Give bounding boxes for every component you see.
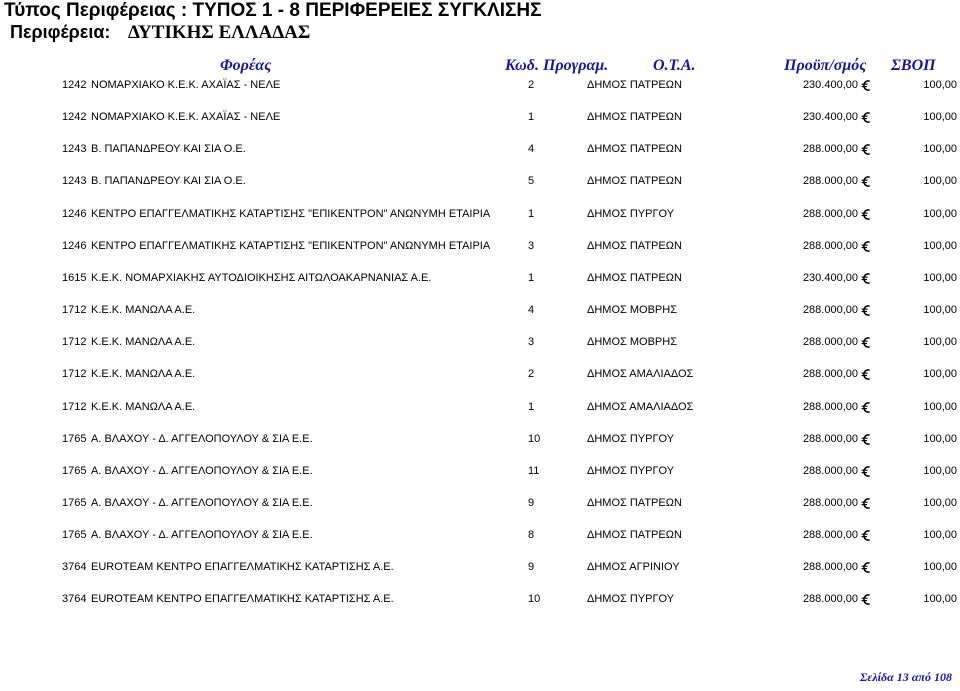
table-row xyxy=(0,77,960,97)
row-code: 1246 xyxy=(62,207,87,220)
row-code: 1765 xyxy=(62,464,87,477)
table-row xyxy=(0,591,960,611)
euro-icon xyxy=(861,240,871,253)
row-code: 1712 xyxy=(62,400,87,413)
euro-icon xyxy=(861,465,871,478)
row-amount: 288.000,00 xyxy=(802,593,858,606)
euro-icon xyxy=(861,336,871,349)
row-prog-code: 11 xyxy=(528,464,540,477)
row-amount: 288.000,00 xyxy=(802,464,858,477)
row-percent: 100,00 xyxy=(923,368,957,381)
table-row xyxy=(0,141,960,161)
row-amount: 230.400,00 xyxy=(802,79,858,91)
euro-icon xyxy=(861,208,871,221)
row-ota: ΔΗΜΟΣ ΠΑΤΡΕΩΝ xyxy=(587,175,682,188)
euro-icon xyxy=(861,304,871,317)
row-ota: ΔΗΜΟΣ ΠΑΤΡΕΩΝ xyxy=(587,496,682,509)
row-name: EUROTEAM ΚΕΝΤΡΟ ΕΠΑΓΓΕΛΜΑΤΙΚΗΣ ΚΑΤΑΡΤΙΣΗΣ Α.Ε. xyxy=(91,561,394,574)
col-header-budget: Προϋπ/σμός xyxy=(784,57,867,74)
row-amount: 288.000,00 xyxy=(802,143,858,156)
row-percent: 100,00 xyxy=(923,207,957,220)
row-percent: 100,00 xyxy=(923,561,957,574)
euro-icon xyxy=(861,433,871,446)
row-code: 1243 xyxy=(62,143,87,156)
row-amount: 288.000,00 xyxy=(802,175,858,188)
row-amount: 288.000,00 xyxy=(802,368,858,381)
row-code: 3764 xyxy=(62,561,87,574)
row-name: ΝΟΜΑΡΧΙΑΚΟ Κ.Ε.Κ. ΑΧΑΪΑΣ - ΝΕΛΕ xyxy=(91,111,281,124)
row-name: ΝΟΜΑΡΧΙΑΚΟ Κ.Ε.Κ. ΑΧΑΪΑΣ - ΝΕΛΕ xyxy=(91,79,281,91)
row-name: Α. ΒΛΑΧΟΥ - Δ. ΑΓΓΕΛΟΠΟΥΛΟΥ & ΣΙΑ Ε.Ε. xyxy=(91,464,313,477)
row-code: 1712 xyxy=(62,368,87,381)
row-amount: 288.000,00 xyxy=(802,304,858,316)
row-code: 1712 xyxy=(62,336,87,349)
row-prog-code: 1 xyxy=(528,207,535,220)
table-row xyxy=(0,399,960,419)
table-row xyxy=(0,206,960,226)
row-ota: ΔΗΜΟΣ ΠΥΡΓΟΥ xyxy=(587,432,675,445)
row-ota: ΔΗΜΟΣ ΠΑΤΡΕΩΝ xyxy=(587,239,682,252)
table-row xyxy=(0,238,960,258)
row-percent: 100,00 xyxy=(923,175,957,188)
row-name: Β. ΠΑΠΑΝΔΡΕΟΥ ΚΑΙ ΣΙΑ Ο.Ε. xyxy=(91,175,246,188)
row-amount: 288.000,00 xyxy=(802,561,858,574)
table-row xyxy=(0,527,960,547)
row-prog-code: 5 xyxy=(528,175,535,188)
row-percent: 100,00 xyxy=(923,464,957,477)
row-ota: ΔΗΜΟΣ ΜΟΒΡΗΣ xyxy=(587,304,678,316)
row-name: ΚΕΝΤΡΟ ΕΠΑΓΓΕΛΜΑΤΙΚΗΣ ΚΑΤΑΡΤΙΣΗΣ "ΕΠΙΚΕΝΤΡΟΝ" ΑΝΩΝΥΜΗ ΕΤΑΙΡΙΑ xyxy=(91,207,491,220)
row-percent: 100,00 xyxy=(923,143,957,156)
row-prog-code: 2 xyxy=(528,79,535,91)
row-code: 1615 xyxy=(62,271,87,284)
euro-icon xyxy=(861,272,871,285)
col-header-foreas: Φορέας xyxy=(220,57,272,74)
row-code: 1712 xyxy=(62,304,87,316)
table-row xyxy=(0,366,960,386)
euro-icon xyxy=(861,368,871,381)
row-amount: 288.000,00 xyxy=(802,400,858,413)
row-percent: 100,00 xyxy=(923,79,957,91)
row-prog-code: 2 xyxy=(528,368,535,381)
row-name: ΚΕΝΤΡΟ ΕΠΑΓΓΕΛΜΑΤΙΚΗΣ ΚΑΤΑΡΤΙΣΗΣ "ΕΠΙΚΕΝΤΡΟΝ" ΑΝΩΝΥΜΗ ΕΤΑΙΡΙΑ xyxy=(91,239,491,252)
row-percent: 100,00 xyxy=(923,304,957,316)
row-prog-code: 9 xyxy=(528,561,535,574)
table-row xyxy=(0,109,960,129)
row-ota: ΔΗΜΟΣ ΠΑΤΡΕΩΝ xyxy=(587,79,682,91)
row-percent: 100,00 xyxy=(923,271,957,284)
row-amount: 230.400,00 xyxy=(802,111,858,124)
table-row xyxy=(0,463,960,483)
row-ota: ΔΗΜΟΣ ΠΑΤΡΕΩΝ xyxy=(587,529,682,542)
euro-icon xyxy=(861,593,871,606)
row-amount: 288.000,00 xyxy=(802,239,858,252)
euro-icon xyxy=(861,401,871,414)
row-name: Β. ΠΑΠΑΝΔΡΕΟΥ ΚΑΙ ΣΙΑ Ο.Ε. xyxy=(91,143,246,156)
row-amount: 288.000,00 xyxy=(802,432,858,445)
euro-icon xyxy=(861,497,871,510)
row-name: Κ.Ε.Κ. ΜΑΝΩΛΑ Α.Ε. xyxy=(91,368,196,381)
row-amount: 288.000,00 xyxy=(802,207,858,220)
row-ota: ΔΗΜΟΣ ΠΑΤΡΕΩΝ xyxy=(587,143,682,156)
row-name: Α. ΒΛΑΧΟΥ - Δ. ΑΓΓΕΛΟΠΟΥΛΟΥ & ΣΙΑ Ε.Ε. xyxy=(91,529,313,542)
row-prog-code: 4 xyxy=(528,304,535,316)
row-prog-code: 3 xyxy=(528,239,535,252)
row-code: 1765 xyxy=(62,432,87,445)
page-number: Σελίδα 13 από 108 xyxy=(860,670,952,684)
row-ota: ΔΗΜΟΣ ΠΥΡΓΟΥ xyxy=(587,464,675,477)
row-percent: 100,00 xyxy=(923,496,957,509)
row-name: Κ.Ε.Κ. ΜΑΝΩΛΑ Α.Ε. xyxy=(91,336,196,349)
col-header-svop: ΣΒΟΠ xyxy=(891,57,936,74)
col-header-prog-code: Κωδ. Προγραμ. xyxy=(505,57,609,74)
row-amount: 230.400,00 xyxy=(802,271,858,284)
row-prog-code: 8 xyxy=(528,529,535,542)
region-value: ΔΥΤΙΚΗΣ ΕΛΛΑΔΑΣ xyxy=(128,22,311,43)
row-prog-code: 1 xyxy=(528,400,535,413)
row-prog-code: 10 xyxy=(528,432,541,445)
row-percent: 100,00 xyxy=(923,239,957,252)
table-row xyxy=(0,495,960,515)
row-prog-code: 1 xyxy=(528,271,535,284)
row-ota: ΔΗΜΟΣ ΜΟΒΡΗΣ xyxy=(587,336,678,349)
row-code: 3764 xyxy=(62,593,87,606)
document-title: Τύπος Περιφέρειας : ΤΥΠΟΣ 1 - 8 ΠΕΡΙΦΕΡΕΙΕΣ ΣΥΓΚΛΙΣΗΣ xyxy=(4,0,542,21)
row-ota: ΔΗΜΟΣ ΑΓΡΙΝΙΟΥ xyxy=(587,561,680,574)
row-name: Α. ΒΛΑΧΟΥ - Δ. ΑΓΓΕΛΟΠΟΥΛΟΥ & ΣΙΑ Ε.Ε. xyxy=(91,496,313,509)
euro-icon xyxy=(861,143,871,156)
row-ota: ΔΗΜΟΣ ΠΑΤΡΕΩΝ xyxy=(587,271,682,284)
row-prog-code: 3 xyxy=(528,336,535,349)
row-ota: ΔΗΜΟΣ ΠΥΡΓΟΥ xyxy=(587,207,675,220)
row-name: Κ.Ε.Κ. ΜΑΝΩΛΑ Α.Ε. xyxy=(91,400,196,413)
row-amount: 288.000,00 xyxy=(802,496,858,509)
row-ota: ΔΗΜΟΣ ΠΥΡΓΟΥ xyxy=(587,593,675,606)
row-percent: 100,00 xyxy=(923,336,957,349)
row-prog-code: 10 xyxy=(528,593,541,606)
row-prog-code: 9 xyxy=(528,496,535,509)
row-name: Κ.Ε.Κ. ΜΑΝΩΛΑ Α.Ε. xyxy=(91,304,196,316)
row-percent: 100,00 xyxy=(923,111,957,124)
row-amount: 288.000,00 xyxy=(802,336,858,349)
table-row xyxy=(0,559,960,579)
row-ota: ΔΗΜΟΣ ΑΜΑΛΙΑΔΟΣ xyxy=(587,368,694,381)
row-name: EUROTEAM ΚΕΝΤΡΟ ΕΠΑΓΓΕΛΜΑΤΙΚΗΣ ΚΑΤΑΡΤΙΣΗΣ Α.Ε. xyxy=(91,593,394,606)
table-row xyxy=(0,270,960,290)
row-prog-code: 1 xyxy=(528,111,535,124)
euro-icon xyxy=(861,175,871,188)
row-percent: 100,00 xyxy=(923,593,957,606)
table-row xyxy=(0,431,960,451)
euro-icon xyxy=(861,561,871,574)
row-percent: 100,00 xyxy=(923,432,957,445)
row-ota: ΔΗΜΟΣ ΠΑΤΡΕΩΝ xyxy=(587,111,682,124)
row-code: 1242 xyxy=(62,111,87,124)
row-name: Α. ΒΛΑΧΟΥ - Δ. ΑΓΓΕΛΟΠΟΥΛΟΥ & ΣΙΑ Ε.Ε. xyxy=(91,432,313,445)
row-percent: 100,00 xyxy=(923,529,957,542)
row-prog-code: 4 xyxy=(528,143,535,156)
euro-icon xyxy=(861,529,871,542)
euro-icon xyxy=(861,79,871,92)
row-percent: 100,00 xyxy=(923,400,957,413)
row-name: Κ.Ε.Κ. ΝΟΜΑΡΧΙΑΚΗΣ ΑΥΤΟΔΙΟΙΚΗΣΗΣ ΑΙΤΩΛΟΑΚΑΡΝΑΝΙΑΣ Α.Ε. xyxy=(91,271,432,284)
region-label: Περιφέρεια: xyxy=(10,22,111,42)
row-code: 1242 xyxy=(62,79,87,91)
table-row xyxy=(0,173,960,193)
table-row xyxy=(0,334,960,354)
row-code: 1765 xyxy=(62,496,87,509)
euro-icon xyxy=(861,111,871,124)
row-ota: ΔΗΜΟΣ ΑΜΑΛΙΑΔΟΣ xyxy=(587,400,694,413)
row-code: 1765 xyxy=(62,529,87,542)
col-header-ota: Ο.Τ.Α. xyxy=(653,57,696,74)
table-row xyxy=(0,302,960,322)
row-code: 1243 xyxy=(62,175,87,188)
row-amount: 288.000,00 xyxy=(802,529,858,542)
row-code: 1246 xyxy=(62,239,87,252)
